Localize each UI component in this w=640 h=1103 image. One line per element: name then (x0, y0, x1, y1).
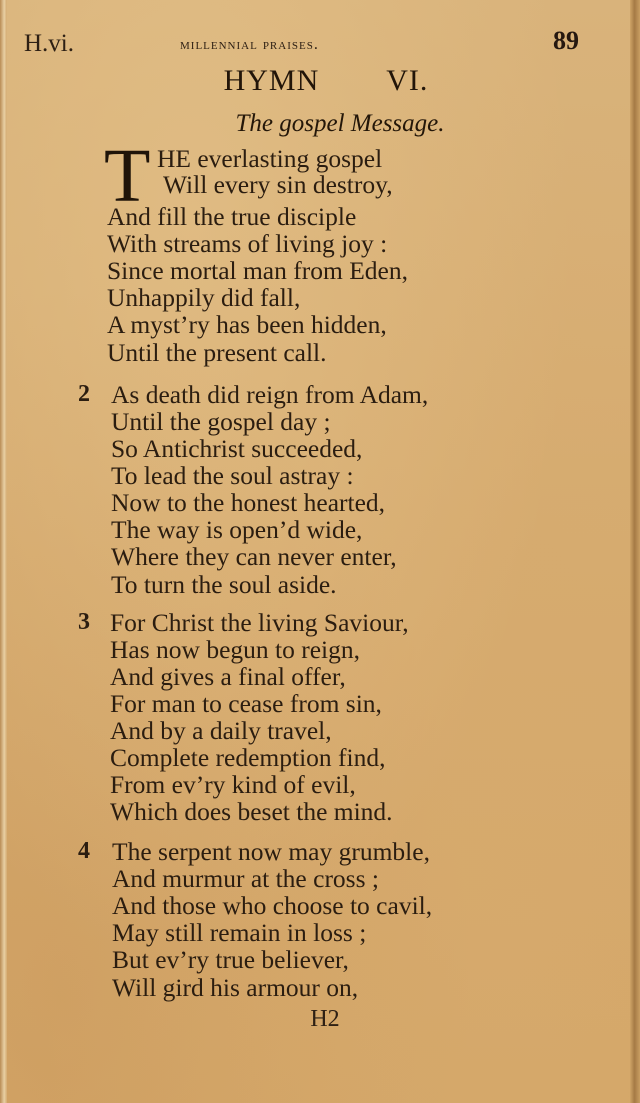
verse-line: And fill the true disciple (107, 202, 357, 231)
verse-line: May still remain in loss ; (112, 918, 367, 947)
verse-line: The serpent now may grumble, (112, 837, 430, 866)
verse-line: The way is open’d wide, (111, 515, 363, 544)
verse-line: For Christ the living Saviour, (110, 608, 409, 637)
verse-line: For man to cease from sin, (110, 689, 382, 718)
drop-cap: T (104, 134, 151, 218)
page-left-edge (0, 0, 7, 1103)
verse-line: To turn the soul aside. (111, 570, 337, 599)
verse-line: Has now begun to reign, (110, 635, 360, 664)
stanza-number: 2 (78, 381, 90, 407)
verse-line: Will gird his armour on, (112, 973, 359, 1002)
verse-line: Until the gospel day ; (111, 407, 331, 436)
book-title: millennial praises. (180, 36, 319, 53)
stanza-number: 4 (78, 838, 90, 864)
verse-line: And those who choose to cavil, (112, 891, 433, 920)
signature-mark: H2 (310, 1006, 340, 1032)
verse-line: A myst’ry has been hidden, (107, 310, 387, 339)
verse-line: Unhappily did fall, (107, 283, 301, 312)
verse-line: And murmur at the cross ; (112, 864, 379, 893)
verse-line: And by a daily travel, (110, 716, 332, 745)
verse-line: With streams of living joy : (107, 229, 388, 258)
verse-line: And gives a final offer, (110, 662, 346, 691)
verse-line: But ev’ry true believer, (112, 945, 349, 974)
verse-line: From ev’ry kind of evil, (110, 770, 356, 799)
page-gutter-edge (630, 0, 640, 1103)
verse-line: As death did reign from Adam, (111, 380, 429, 409)
verse-line: To lead the soul astray : (111, 461, 354, 490)
verse-line: Since mortal man from Eden, (107, 256, 408, 285)
hymn-title: HYMN VI. (223, 64, 429, 97)
section-signature: H.vi. (24, 30, 74, 57)
running-head (0, 26, 640, 60)
verse-line: Now to the honest hearted, (111, 488, 386, 517)
verse-line: Until the present call. (107, 338, 327, 367)
verse-line: Complete redemption find, (110, 743, 386, 772)
verse-line: HE everlasting gospel (157, 144, 383, 173)
hymn-subtitle: The gospel Message. (235, 110, 445, 137)
verse-line: So Antichrist succeeded, (111, 434, 363, 463)
page-number: 89 (553, 26, 579, 55)
stanza-number: 3 (78, 609, 90, 635)
verse-line: Where they can never enter, (111, 542, 397, 571)
verse-line: Will every sin destroy, (163, 170, 393, 199)
verse-line: Which does beset the mind. (110, 797, 393, 826)
